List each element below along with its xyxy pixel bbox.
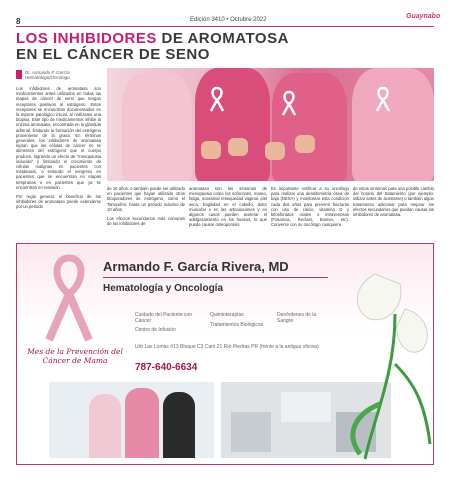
byline-ribbon-icon: [16, 70, 22, 79]
photo-person-1: [122, 73, 192, 181]
column-1-paragraph-2: Por regla general, el beneficio de los inhibidores de aromatasa puede extenderse por un periodo: [16, 194, 101, 210]
title-rest: DE AROMATOSA: [156, 30, 289, 47]
article-photo: [107, 68, 434, 181]
service-item: Cuidado del Paciente con Cáncer: [135, 312, 192, 324]
article-column-4: [271, 186, 349, 240]
page-header: [0, 0, 450, 24]
column-4-paragraph-1: Es importante notificar a su oncólogo para realizar una densitometría ósea de baja (DEXA) y monitorear esta condición cada dos años para prevenir fracturas con uso de calcio, vitamina D y bifosfonatos orales o intravenosos (Fosamax, Reclast, Boniva, etc). Converse con su oncólogo cualquiera: [271, 186, 349, 228]
staff-member-3: [163, 392, 195, 458]
pink-ribbon-icon: [279, 90, 299, 116]
title-line-2: EN EL CÁNCER DE SENO: [16, 46, 210, 63]
awareness-tagline: Mes de la Prevención del Cáncer de Mama: [27, 347, 123, 365]
page-number: 8: [16, 17, 21, 26]
doctor-name: Armando F. García Rivera, MD: [103, 259, 289, 274]
pink-ribbon-icon: [207, 86, 227, 112]
photo-person-2: [195, 68, 270, 181]
column-2-paragraph-2: Los efectos secundarios más comunes de los inhibidores de: [107, 216, 185, 227]
photo-person-4: [352, 68, 434, 181]
staff-member-1: [89, 394, 121, 458]
article-column-1: [16, 86, 101, 240]
column-3-paragraph-1: aromatasa son los síntomas de menopausia como los sofocones, mareo, fatiga, ocasional resequedad vaginal, piel seca, fragilidad en el cabello, dolor muscular o en las articulaciones y en algunos casos pueden acelerar el adelgazamiento en los huesos, lo que puede causar osteoporosis.: [189, 186, 267, 228]
header-divider: [16, 26, 434, 27]
ad-divider: [103, 277, 328, 278]
clinic-window: [281, 392, 331, 422]
service-item: Desórdenes de la Sangre: [277, 312, 317, 324]
clinic-chair-1: [231, 412, 271, 452]
clinic-phone: 787-640-6634: [135, 362, 198, 373]
photo-fist-1: [201, 141, 221, 159]
byline-text: Dr. Armando F. García Hematólogo/Oncólogo: [25, 70, 70, 80]
column-1-paragraph-1: Los inhibidores de aromatasa son medicamentos antes utilizados en todas las etapas de cáncer de seno que tengan receptores positivos al estrógeno. Estos receptores se encuentran documentados en la reporte patológico inicial, al realizarse una biopsia. Este tipo de medicamentos inhibe la enzima aromatasa, encontrada en la glándula adrenal, limitando la formación del estrógeno proveniente de la grasa. En términos generales, los inhibidores de aromatasa logran que las células de cáncer no se alimenten del estrógeno que el cuerpo produce, logrando un efecto de "menopausia inducida" y limitando el crecimiento de células malignas en pacientes con metástasis, o evitando el reingreso en pacientes que se encuentran en etapas tempranas o en pacientes que ya se encuentran en remisión.: [16, 86, 101, 190]
title-highlight: LOS INHIBIDORES: [16, 30, 157, 47]
doctor-specialty: Hematología y Oncología: [103, 283, 224, 294]
article-column-2: [107, 186, 185, 240]
column-2-paragraph-1: de 10 años, o también puede ser utilizado en pacientes que hayan utilizado otros bloqueadores de estrógeno, como el Tamoxifen, hasta un periodo máximo de 10 años.: [107, 186, 185, 212]
clinic-address: Urb Las Lomas #13 Bloque C3 Cant 21 Río Piedras PR (frente a la antigua oficina): [135, 344, 319, 350]
photo-fist-3: [265, 142, 285, 160]
staff-member-2: [125, 388, 159, 458]
pink-ribbon-icon: [373, 86, 393, 112]
doctor-advertisement: [16, 243, 434, 465]
photo-fist-4: [295, 135, 315, 153]
service-item: Tratamientos Biológicos: [210, 322, 264, 328]
column-5-paragraph-1: de estos síntomas para una posible cambio del horario del tratamiento (por ejemplo: utilizar antes de acostarse) o también algún tratamiento adicional para mejorar los efectos secundarios que puedan causar los inhibidores de aromatasa.: [353, 186, 434, 218]
service-item: Centro de Infusión: [135, 327, 176, 333]
pink-ribbon-icon: [39, 254, 99, 344]
article-column-5: [353, 186, 434, 240]
edition-label: Edición 3410 • Octubre 2022: [190, 17, 267, 23]
article-column-3: [189, 186, 267, 240]
service-item: Quimioterapias: [210, 312, 244, 318]
staff-photo: [49, 382, 214, 458]
photo-fist-2: [228, 138, 248, 156]
article-title: [16, 31, 436, 63]
publication-logo: Guaynabo: [406, 13, 441, 20]
lily-flower-icon: [335, 254, 434, 464]
